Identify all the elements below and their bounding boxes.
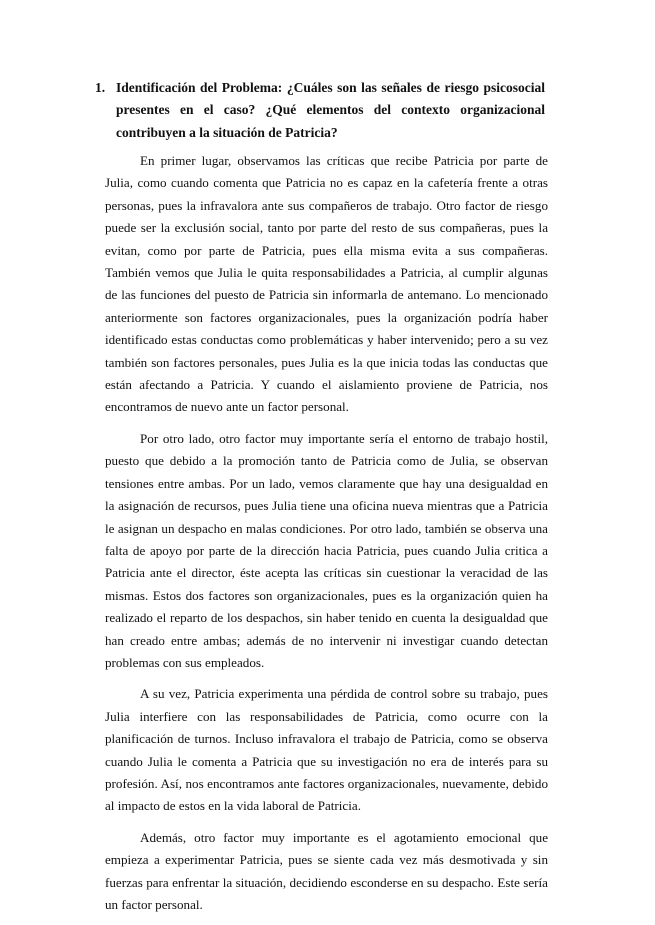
paragraph-1: En primer lugar, observamos las críticas que recibe Patricia por parte de Julia, como cuando comenta que Patricia no es capaz en la cafetería frente a otras personas, pues la infravalora ante sus compañeros de trabajo. Otro factor de riesgo puede ser la exclusión social, tanto por parte del resto de sus compañeras, pues la evitan, como por parte de Patricia, pues ella misma evita a sus compañeras. También vemos que Julia le quita responsabilidades a Patricia, al cumplir algunas de las funciones del puesto de Patricia sin informarla de antemano. Lo mencionado anteriormente son factores organizacionales, pues la organización podría haber identificado estas conductas como problemáticas y haber intervenido; pero a su vez también son factores personales, pues Julia es la que inicia todas las conductas que están afectando a Patricia. Y cuando el aislamiento proviene de Patricia, nos encontramos de nuevo ante un factor personal. [105, 153, 548, 415]
section-heading [95, 77, 545, 144]
paragraph-3: A su vez, Patricia experimenta una pérdida de control sobre su trabajo, pues Julia interfiere con las responsabilidades de Patricia, como ocurre con la planificación de turnos. Incluso infravalora el trabajo de Patricia, como se observa cuando Julia le comenta a Patricia que su investigación no era de interés para su profesión. Así, nos encontramos ante factores organizacionales, nuevamente, debido al impacto de estos en la vida laboral de Patricia. [105, 686, 548, 814]
body-text [105, 150, 548, 925]
heading-text: Identificación del Problema: ¿Cuáles son las señales de riesgo psicosocial presentes en el caso? ¿Qué elementos del contexto organizacional contribuyen a la situación de Patricia? [116, 80, 545, 140]
heading-number: 1. [95, 80, 106, 95]
paragraph-2: Por otro lado, otro factor muy importante sería el entorno de trabajo hostil, puesto que debido a la promoción tanto de Patricia como de Julia, se observan tensiones entre ambas. Por un lado, vemos claramente que hay una desigualdad en la asignación de recursos, pues Julia tiene una oficina nueva mientras que a Patricia le asignan un despacho en malas condiciones. Por otro lado, también se observa una falta de apoyo por parte de la dirección hacia Patricia, pues cuando Julia critica a Patricia ante el director, éste acepta las críticas sin cuestionar la veracidad de las mismas. Estos dos factores son organizacionales, pues es la organización quien ha realizado el reparto de los despachos, sin haber tenido en cuenta la desigualdad que han creado entre ambas; además de no intervenir ni investigar cuando detectan problemas con sus empleados. [105, 430, 548, 670]
paragraph-4: Además, otro factor muy importante es el agotamiento emocional que empieza a experimentar Patricia, pues se siente cada vez más desmotivada y sin fuerzas para enfrentar la situación, decidiendo esconderse en su despacho. Este sería un factor personal. [105, 829, 548, 912]
